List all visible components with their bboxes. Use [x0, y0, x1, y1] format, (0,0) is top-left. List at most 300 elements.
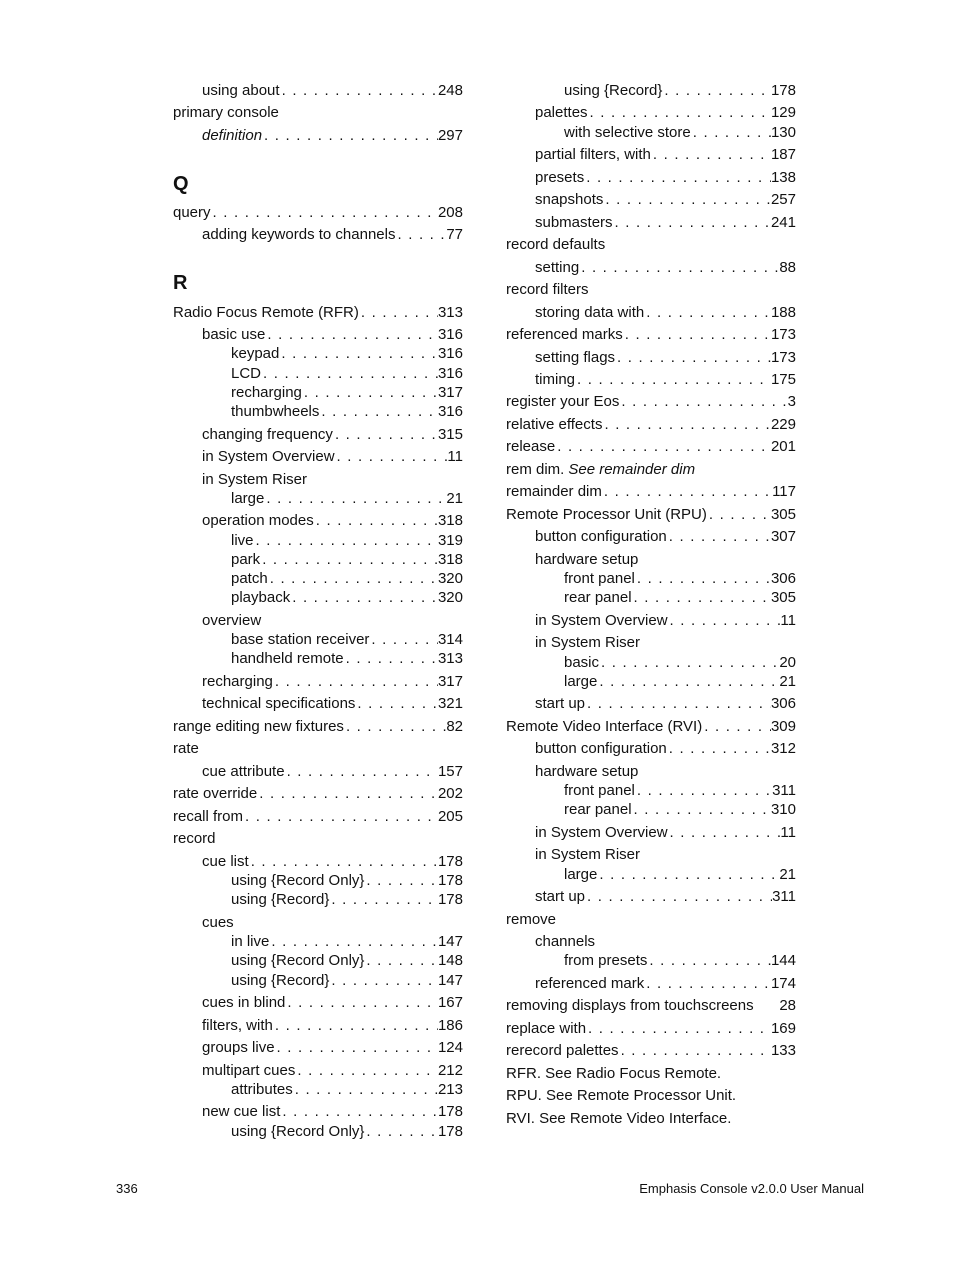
index-entry [202, 673, 463, 691]
index-term: using {Record Only} [231, 872, 365, 889]
dot-leader [265, 326, 438, 344]
index-term: presets [535, 169, 585, 186]
dot-leader [602, 483, 772, 501]
dot-leader [707, 506, 771, 524]
page-number: 229 [770, 416, 796, 433]
index-entry [173, 204, 463, 222]
page-number: 144 [770, 952, 796, 969]
index-term: snapshots [535, 191, 604, 208]
index-term: new cue list [202, 1103, 281, 1120]
index-term: rerecord palettes [506, 1042, 619, 1059]
index-entry [202, 612, 261, 630]
dot-leader [585, 888, 772, 906]
page-number: 188 [770, 304, 796, 321]
index-entry [202, 512, 463, 530]
page-number: 178 [437, 872, 463, 889]
index-entry [231, 1123, 463, 1141]
page-number: 306 [770, 570, 796, 587]
page-number: 320 [437, 589, 463, 606]
index-entry [506, 326, 796, 344]
dot-leader [273, 1017, 438, 1035]
index-entry [535, 214, 796, 232]
index-term: attributes [231, 1081, 293, 1098]
dot-leader [395, 226, 446, 244]
index-entry [202, 695, 463, 713]
dot-leader [635, 570, 771, 588]
page-number: 316 [437, 365, 463, 382]
index-entry [202, 763, 463, 781]
page-number: 316 [437, 345, 463, 362]
dot-leader [211, 204, 438, 222]
dot-leader [285, 994, 438, 1012]
page-number: 21 [779, 673, 796, 690]
page-number: 318 [437, 551, 463, 568]
page-number: 148 [437, 952, 463, 969]
index-term: removing displays from touchscreens [506, 997, 754, 1014]
dot-leader [290, 589, 438, 607]
page-number: 186 [437, 1017, 463, 1034]
index-entry [506, 461, 695, 479]
index-term: rem dim. [506, 461, 565, 478]
page-number: 157 [437, 763, 463, 780]
index-term: groups live [202, 1039, 275, 1056]
dot-leader [615, 349, 771, 367]
index-term: start up [535, 695, 586, 712]
index-entry [231, 589, 463, 607]
dot-leader [632, 589, 771, 607]
index-entry [535, 612, 796, 630]
index-entry [535, 169, 796, 187]
index-term: playback [231, 589, 291, 606]
index-entry [202, 326, 463, 344]
page-number: 257 [770, 191, 796, 208]
index-term: in System Overview [535, 824, 668, 841]
index-term: Radio Focus Remote (RFR) [173, 304, 359, 321]
index-term: basic [564, 654, 600, 671]
index-entry [564, 866, 796, 884]
index-term: large [231, 490, 265, 507]
index-entry [506, 416, 796, 434]
page-number: 178 [437, 853, 463, 870]
index-term: park [231, 551, 261, 568]
index-term: rate override [173, 785, 258, 802]
dot-leader [644, 304, 771, 322]
index-entry [202, 127, 463, 145]
index-entry [202, 853, 463, 871]
index-term: Remote Processor Unit (RPU) [506, 506, 707, 523]
index-entry [202, 471, 307, 489]
dot-leader [243, 808, 438, 826]
page-number: 88 [779, 259, 796, 276]
page-number: 77 [446, 226, 463, 243]
dot-leader [293, 1081, 438, 1099]
dot-leader [302, 384, 438, 402]
dot-leader [269, 933, 438, 951]
index-term: keypad [231, 345, 280, 362]
index-entry [535, 259, 796, 277]
dot-leader [260, 551, 438, 569]
dot-leader [597, 673, 779, 691]
index-term: button configuration [535, 740, 667, 757]
index-term: from presets [564, 952, 648, 969]
dot-leader [632, 801, 771, 819]
page-number: 309 [770, 718, 796, 735]
page-number: 297 [437, 127, 463, 144]
page-number: 311 [772, 888, 796, 905]
index-entry [535, 349, 796, 367]
dot-leader [644, 975, 771, 993]
dot-leader [651, 146, 771, 164]
index-entry [173, 718, 463, 736]
dot-leader [667, 740, 771, 758]
page-number: 178 [437, 1103, 463, 1120]
index-entry [535, 975, 796, 993]
index-entry [535, 191, 796, 209]
page-number: 320 [437, 570, 463, 587]
index-section-letter: Q [173, 173, 189, 195]
index-entry [231, 570, 463, 588]
page-number: 11 [447, 448, 463, 465]
dot-leader [555, 438, 771, 456]
index-term: recall from [173, 808, 244, 825]
index-term: cues [202, 914, 234, 931]
page-number: 11 [780, 824, 796, 841]
index-entry [231, 872, 463, 890]
index-entry [202, 1062, 463, 1080]
index-section-letter: R [173, 272, 188, 294]
dot-leader [344, 650, 438, 668]
dot-leader [369, 631, 438, 649]
index-term: query [173, 204, 211, 221]
dot-leader [364, 872, 438, 890]
index-term: front panel [564, 782, 635, 799]
index-entry [202, 226, 463, 244]
index-term: basic use [202, 326, 266, 343]
page-number: 319 [437, 532, 463, 549]
page-number: 178 [437, 891, 463, 908]
index-entry [231, 384, 463, 402]
index-entry [535, 846, 640, 864]
page-number: 178 [437, 1123, 463, 1140]
page-number: 21 [779, 866, 796, 883]
index-term: large [564, 673, 598, 690]
index-entry [231, 631, 463, 649]
index-term: storing data with [535, 304, 645, 321]
index-entry [506, 1065, 721, 1083]
index-term: adding keywords to channels [202, 226, 396, 243]
index-entry [231, 532, 463, 550]
footer-manual-title: Emphasis Console v2.0.0 User Manual [639, 1181, 864, 1196]
index-term: live [231, 532, 254, 549]
index-term: using {Record} [231, 972, 330, 989]
page-number: 315 [437, 426, 463, 443]
page-number: 305 [770, 589, 796, 606]
index-entry [231, 1081, 463, 1099]
index-entry [231, 972, 463, 990]
index-term: handheld remote [231, 650, 344, 667]
dot-leader [314, 512, 438, 530]
footer-page-number: 336 [116, 1181, 138, 1196]
page-number: 173 [770, 349, 796, 366]
dot-leader [602, 416, 771, 434]
index-entry [506, 1020, 796, 1038]
dot-leader [588, 104, 771, 122]
index-entry [564, 589, 796, 607]
index-term: using {Record} [231, 891, 330, 908]
index-entry [202, 1039, 463, 1057]
index-term: LCD [231, 365, 262, 382]
index-term: palettes [535, 104, 588, 121]
index-term: remove [506, 911, 557, 928]
index-term: base station receiver [231, 631, 370, 648]
page-number: 310 [770, 801, 796, 818]
index-term: record defaults [506, 236, 606, 253]
page-number: 133 [770, 1042, 796, 1059]
page-number: 317 [437, 384, 463, 401]
index-term: RVI. See Remote Video Interface. [506, 1110, 732, 1127]
index-term: submasters [535, 214, 613, 231]
index-term: RPU. See Remote Processor Unit. [506, 1087, 737, 1104]
index-term: front panel [564, 570, 635, 587]
page-number: 248 [437, 82, 463, 99]
index-entry [506, 438, 796, 456]
dot-leader [280, 82, 438, 100]
dot-leader [264, 490, 446, 508]
index-entry [173, 304, 463, 322]
page-number: 129 [770, 104, 796, 121]
page-number: 212 [437, 1062, 463, 1079]
dot-leader [584, 169, 771, 187]
index-term: setting [535, 259, 580, 276]
dot-leader [599, 654, 779, 672]
index-entry [506, 281, 589, 299]
dot-leader [575, 371, 771, 389]
dot-leader [619, 1042, 771, 1060]
index-entry [231, 403, 463, 421]
index-entry [231, 365, 463, 383]
index-entry [564, 570, 796, 588]
page-number: 173 [770, 326, 796, 343]
dot-leader [329, 972, 438, 990]
page-number: 313 [437, 304, 463, 321]
index-term: using {Record} [564, 82, 663, 99]
index-entry [535, 104, 796, 122]
index-entry [173, 740, 199, 758]
page-number: 314 [437, 631, 463, 648]
index-term: relative effects [506, 416, 603, 433]
dot-leader [295, 1062, 438, 1080]
index-entry [535, 304, 796, 322]
index-term: rear panel [564, 801, 632, 818]
page-number: 311 [772, 782, 796, 799]
index-entry [202, 1103, 463, 1121]
index-entry [506, 997, 796, 1015]
dot-leader [329, 891, 438, 909]
dot-leader [647, 952, 771, 970]
index-term: primary console [173, 104, 279, 121]
index-entry [506, 1042, 796, 1060]
index-term: recharging [202, 673, 273, 690]
index-entry [506, 718, 796, 736]
page-number: 313 [437, 650, 463, 667]
index-term: button configuration [535, 528, 667, 545]
index-entry [535, 528, 796, 546]
index-entry [173, 785, 463, 803]
see-reference: See remainder dim [568, 461, 696, 478]
dot-leader [667, 528, 771, 546]
dot-leader [359, 304, 438, 322]
dot-leader [364, 1123, 438, 1141]
dot-leader [668, 612, 781, 630]
index-entry [535, 146, 796, 164]
index-term: Remote Video Interface (RVI) [506, 718, 703, 735]
index-entry [231, 650, 463, 668]
index-term: in System Overview [202, 448, 335, 465]
index-term: using about [202, 82, 280, 99]
index-term: replace with [506, 1020, 587, 1037]
index-entry [564, 124, 796, 142]
index-term: referenced mark [535, 975, 645, 992]
dot-leader [691, 124, 771, 142]
page-number: 147 [437, 972, 463, 989]
page-number: 178 [770, 82, 796, 99]
index-term: hardware setup [535, 763, 639, 780]
index-term: changing frequency [202, 426, 333, 443]
index-term: cue list [202, 853, 249, 870]
index-entry [535, 634, 640, 652]
dot-leader [702, 718, 771, 736]
dot-leader [662, 82, 771, 100]
index-entry [506, 911, 556, 929]
index-entry [564, 801, 796, 819]
index-entry [535, 740, 796, 758]
index-term: in System Riser [535, 634, 641, 651]
index-entry [535, 888, 796, 906]
index-entry [202, 448, 463, 466]
page-number: 82 [446, 718, 463, 735]
dot-leader [268, 570, 438, 588]
page-number: 117 [772, 483, 796, 500]
index-entry [535, 695, 796, 713]
index-entry [231, 551, 463, 569]
dot-leader [597, 866, 779, 884]
dot-leader [613, 214, 771, 232]
index-term: in live [231, 933, 270, 950]
dot-leader [364, 952, 438, 970]
index-term: remainder dim [506, 483, 602, 500]
dot-leader [273, 673, 438, 691]
index-term: using {Record Only} [231, 952, 365, 969]
page-number: 187 [770, 146, 796, 163]
page-number: 138 [770, 169, 796, 186]
page-number: 11 [780, 612, 796, 629]
dot-leader [261, 365, 438, 383]
page-number: 316 [437, 403, 463, 420]
page-number: 213 [437, 1081, 463, 1098]
dot-leader [249, 853, 438, 871]
index-term: cues in blind [202, 994, 286, 1011]
index-term: technical specifications [202, 695, 356, 712]
page-number: 305 [770, 506, 796, 523]
index-term: rate [173, 740, 199, 757]
index-term: hardware setup [535, 551, 639, 568]
index-entry [535, 824, 796, 842]
page-number: 306 [770, 695, 796, 712]
page-number: 202 [437, 785, 463, 802]
index-term: partial filters, with [535, 146, 651, 163]
index-entry [535, 551, 638, 569]
index-term: large [564, 866, 598, 883]
page-number: 201 [770, 438, 796, 455]
index-term: record [173, 830, 216, 847]
page-number: 317 [437, 673, 463, 690]
index-entry [564, 654, 796, 672]
page-number: 124 [437, 1039, 463, 1056]
index-term: filters, with [202, 1017, 273, 1034]
index-entry [535, 371, 796, 389]
index-term: channels [535, 933, 596, 950]
index-entry [564, 952, 796, 970]
index-term: RFR. See Radio Focus Remote. [506, 1065, 722, 1082]
index-term: using {Record Only} [231, 1123, 365, 1140]
index-entry [506, 1087, 736, 1105]
page-number: 208 [437, 204, 463, 221]
dot-leader [586, 1020, 771, 1038]
dot-leader [355, 695, 438, 713]
dot-leader [623, 326, 771, 344]
index-entry [202, 914, 234, 932]
index-term: definition [202, 127, 263, 144]
page-number: 205 [437, 808, 463, 825]
index-term: timing [535, 371, 576, 388]
index-term: in System Overview [535, 612, 668, 629]
dot-leader [333, 426, 438, 444]
page-number: 21 [446, 490, 463, 507]
index-term: register your Eos [506, 393, 620, 410]
dot-leader [262, 127, 438, 145]
index-term: recharging [231, 384, 302, 401]
dot-leader [319, 403, 438, 421]
page-number: 169 [770, 1020, 796, 1037]
dot-leader [280, 1103, 438, 1121]
index-entry [506, 483, 796, 501]
index-term: rear panel [564, 589, 632, 606]
dot-leader [619, 393, 787, 411]
dot-leader [285, 763, 438, 781]
index-entry [173, 808, 463, 826]
page-number: 318 [437, 512, 463, 529]
index-entry [564, 673, 796, 691]
page-number: 175 [770, 371, 796, 388]
index-term: setting flags [535, 349, 616, 366]
index-entry [231, 345, 463, 363]
index-entry [202, 426, 463, 444]
index-term: overview [202, 612, 262, 629]
index-entry [506, 506, 796, 524]
dot-leader [254, 532, 438, 550]
dot-leader [635, 782, 772, 800]
page-number: 3 [787, 393, 796, 410]
index-entry [564, 782, 796, 800]
index-entry [173, 830, 216, 848]
index-entry [535, 763, 638, 781]
dot-leader [668, 824, 781, 842]
index-term: with selective store [564, 124, 691, 141]
index-term: in System Riser [535, 846, 641, 863]
index-entry [202, 82, 463, 100]
page-number: 28 [779, 997, 796, 1014]
dot-leader [579, 259, 779, 277]
